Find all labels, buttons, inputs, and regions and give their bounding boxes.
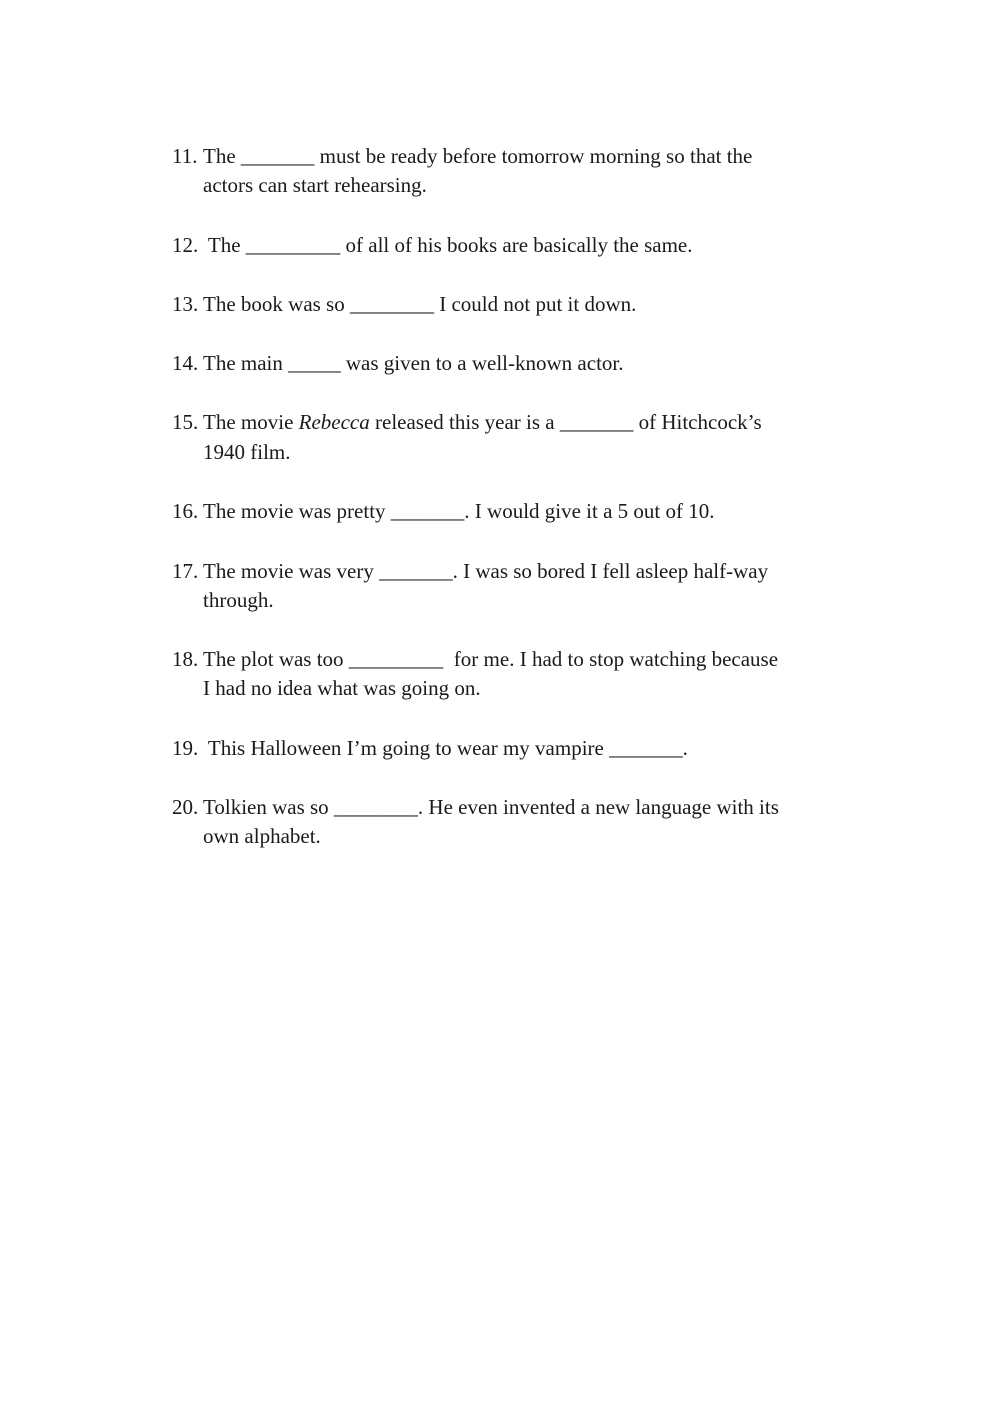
- question-text: The book was so ________ I could not put it down.: [203, 292, 637, 316]
- question-number: 13.: [172, 292, 199, 316]
- question-number: 20.: [172, 795, 199, 819]
- question-text-part: The movie: [203, 410, 299, 434]
- question-text: The _________ of all of his books are basically the same.: [203, 233, 693, 257]
- question-number: 15.: [172, 410, 199, 434]
- question-number: 18.: [172, 647, 199, 671]
- question-text-part: released this year is a _______ of Hitchcock’s: [369, 410, 762, 434]
- question-text: The plot was too _________ for me. I had to stop watching because: [203, 647, 779, 671]
- question-text: [203, 408, 762, 437]
- question-text: The _______ must be ready before tomorrow morning so that the: [203, 144, 753, 168]
- question-number: 17.: [172, 559, 199, 583]
- question-text: The main _____ was given to a well-known actor.: [203, 351, 624, 375]
- question-text: This Halloween I’m going to wear my vampire _______.: [203, 736, 688, 760]
- question-text: Tolkien was so ________. He even invented a new language with its: [203, 795, 779, 819]
- question-text: own alphabet.: [203, 824, 321, 848]
- question-text: The movie was pretty _______. I would give it a 5 out of 10.: [203, 499, 715, 523]
- question-number: 11.: [172, 144, 198, 168]
- movie-title-italic: Rebecca: [298, 410, 370, 434]
- question-number: 19.: [172, 736, 199, 760]
- question-text: through.: [203, 588, 274, 612]
- question-text: actors can start rehearsing.: [203, 173, 427, 197]
- question-number: 14.: [172, 351, 199, 375]
- question-text: I had no idea what was going on.: [203, 676, 481, 700]
- question-text: The movie was very _______. I was so bored I fell asleep half-way: [203, 559, 769, 583]
- question-number: 12.: [172, 233, 199, 257]
- question-number: 16.: [172, 499, 199, 523]
- question-text: 1940 film.: [203, 440, 291, 464]
